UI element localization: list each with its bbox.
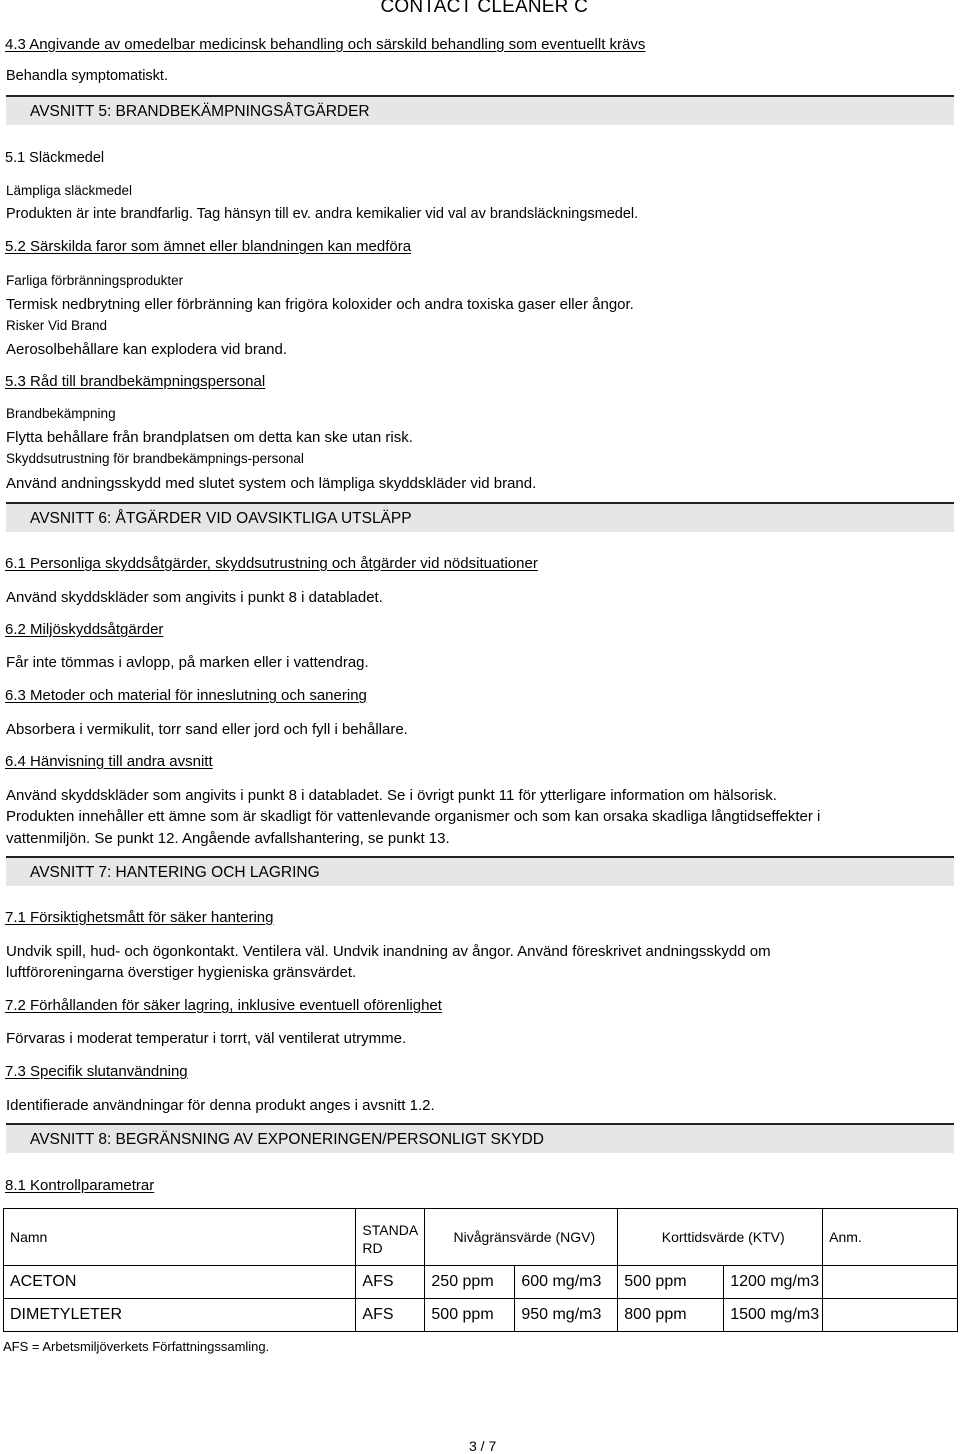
section-6-title: AVSNITT 6: ÅTGÄRDER VID OAVSIKTLIGA UTSLÄPP [30, 510, 412, 527]
text-5-3b: Använd andningsskydd med slutet system och lämpliga skyddskläder vid brand. [6, 475, 537, 492]
section-7-title: AVSNITT 7: HANTERING OCH LAGRING [30, 864, 320, 881]
col-header-namn: Namn [4, 1209, 356, 1266]
exposure-limits-table [3, 1208, 958, 1332]
cell-standard: AFS [356, 1299, 425, 1332]
label-5-3b: Skyddsutrustning för brandbekämpnings-personal [6, 451, 304, 466]
cell-anm [823, 1266, 958, 1299]
text-6-4c: vattenmiljön. Se punkt 12. Angående avfallshantering, se punkt 13. [6, 830, 450, 847]
section-5-title: AVSNITT 5: BRANDBEKÄMPNINGSÅTGÄRDER [30, 103, 370, 120]
cell-ktv-ppm: 500 ppm [618, 1266, 724, 1299]
cell-name: DIMETYLETER [4, 1299, 356, 1332]
section-5-bar [6, 95, 954, 125]
cell-standard: AFS [356, 1266, 425, 1299]
page-number: 3 / 7 [469, 1438, 497, 1454]
section-7-bar [6, 856, 954, 886]
text-7-1b: luftföroreningarna överstiger hygieniska gränsvärdet. [6, 964, 357, 981]
cell-anm [823, 1299, 958, 1332]
text-6-1: Använd skyddskläder som angivits i punkt 8 i databladet. [6, 589, 383, 606]
heading-7-1: 7.1 Försiktighetsmått för säker hantering [5, 909, 274, 926]
label-5-2b: Risker Vid Brand [6, 318, 108, 333]
label-5-2a: Farliga förbränningsprodukter [6, 273, 184, 288]
label-5-1: Lämpliga släckmedel [6, 183, 133, 198]
heading-7-3: 7.3 Specifik slutanvändning [5, 1063, 188, 1080]
heading-5-2: 5.2 Särskilda faror som ämnet eller blandningen kan medföra [5, 238, 412, 255]
text-6-2: Får inte tömmas i avlopp, på marken eller i vattendrag. [6, 654, 369, 671]
table-row [4, 1299, 958, 1332]
text-6-4b: Produkten innehåller ett ämne som är skadligt för vattenlevande organismer och som kan orsaka skadliga långtidseffekter i [6, 808, 821, 825]
cell-ktv-mg: 1500 mg/m3 [724, 1299, 823, 1332]
cell-name: ACETON [4, 1266, 356, 1299]
text-6-4a: Använd skyddskläder som angivits i punkt 8 i databladet. Se i övrigt punkt 11 för ytterligare information om hälsorisk. [6, 787, 777, 804]
section-6-bar [6, 502, 954, 532]
col-header-ngv: Nivågränsvärde (NGV) [425, 1209, 618, 1266]
text-4-3: Behandla symptomatiskt. [6, 68, 168, 84]
heading-5-3: 5.3 Råd till brandbekämpningspersonal [5, 373, 266, 390]
text-7-1a: Undvik spill, hud- och ögonkontakt. Ventilera väl. Undvik inandning av ångor. Använd föreskrivet andningsskydd om [6, 943, 771, 960]
col-header-standard: STANDA RD [356, 1209, 425, 1266]
heading-8-1: 8.1 Kontrollparametrar [5, 1177, 155, 1194]
text-5-2a: Termisk nedbrytning eller förbränning kan frigöra koloxider och andra toxiska gaser eller ångor. [6, 296, 634, 313]
cell-ngv-mg: 950 mg/m3 [515, 1299, 618, 1332]
section-8-bar [6, 1123, 954, 1153]
cell-ngv-ppm: 250 ppm [425, 1266, 515, 1299]
heading-6-4: 6.4 Hänvisning till andra avsnitt [5, 753, 213, 770]
heading-6-1: 6.1 Personliga skyddsåtgärder, skyddsutrustning och åtgärder vid nödsituationer [5, 555, 538, 572]
table-row [4, 1266, 958, 1299]
text-6-3: Absorbera i vermikulit, torr sand eller jord och fyll i behållare. [6, 721, 408, 738]
heading-6-2: 6.2 Miljöskyddsåtgärder [5, 621, 164, 638]
heading-4-3: 4.3 Angivande av omedelbar medicinsk behandling och särskild behandling som eventuellt krävs [5, 36, 646, 53]
footnote: AFS = Arbetsmiljöverkets Författningssamling. [3, 1339, 270, 1354]
col-header-anm: Anm. [823, 1209, 958, 1266]
text-5-1: Produkten är inte brandfarlig. Tag hänsyn till ev. andra kemikalier vid val av brandsläckningsmedel. [6, 206, 639, 222]
text-5-2b: Aerosolbehållare kan explodera vid brand. [6, 341, 288, 358]
cell-ktv-mg: 1200 mg/m3 [724, 1266, 823, 1299]
text-7-3: Identifierade användningar för denna produkt anges i avsnitt 1.2. [6, 1097, 435, 1114]
cell-ktv-ppm: 800 ppm [618, 1299, 724, 1332]
text-5-3a: Flytta behållare från brandplatsen om detta kan ske utan risk. [6, 429, 413, 446]
cell-ngv-ppm: 500 ppm [425, 1299, 515, 1332]
heading-5-1: 5.1 Släckmedel [5, 150, 105, 166]
label-5-3a: Brandbekämpning [6, 406, 116, 421]
col-header-ktv: Korttidsvärde (KTV) [618, 1209, 823, 1266]
table-header-row [4, 1209, 958, 1266]
heading-7-2: 7.2 Förhållanden för säker lagring, inklusive eventuell oförenlighet [5, 997, 442, 1014]
text-7-2: Förvaras i moderat temperatur i torrt, väl ventilerat utrymme. [6, 1030, 407, 1047]
document-title: CONTACT CLEANER C [380, 0, 588, 17]
cell-ngv-mg: 600 mg/m3 [515, 1266, 618, 1299]
section-8-title: AVSNITT 8: BEGRÄNSNING AV EXPONERINGEN/PERSONLIGT SKYDD [30, 1131, 544, 1148]
heading-6-3: 6.3 Metoder och material för inneslutning och sanering [5, 687, 367, 704]
